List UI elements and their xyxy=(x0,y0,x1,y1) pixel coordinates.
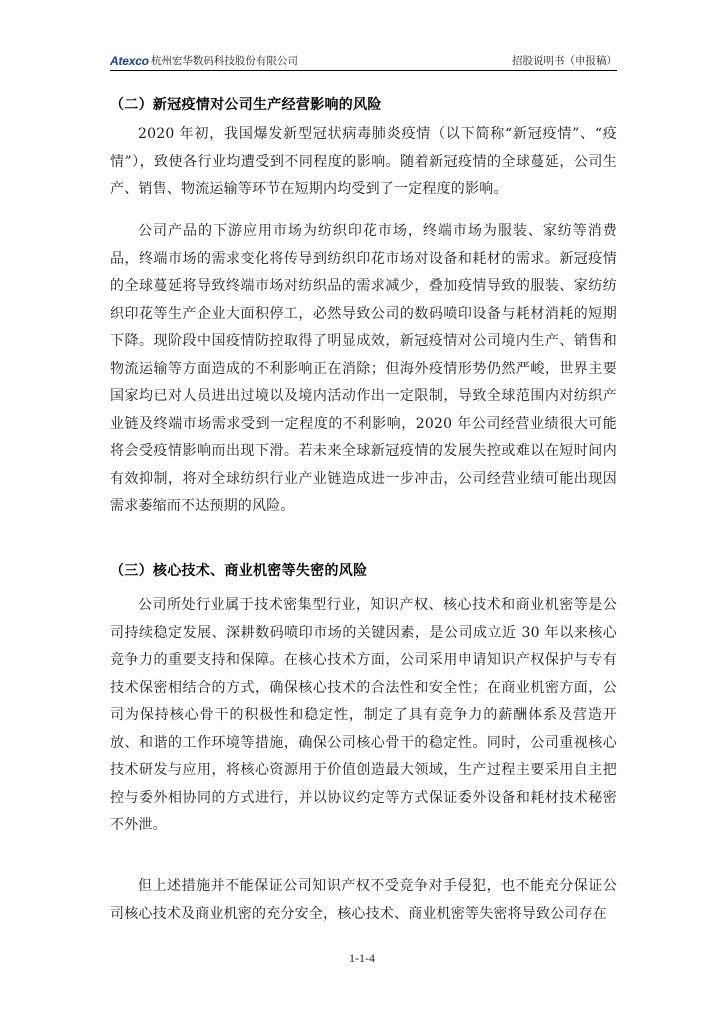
paragraph-covid-impact: 公司产品的下游应用市场为纺织印花市场，终端市场为服装、家纺等消费品，终端市场的需求变化将传导到纺织印花市场对设备和耗材的需求。新冠疫情的全球蔓延将导致终端市场对纺织品的需求减少，叠加疫情导致的服装、家纺纺织印花等生产企业大面积停工，必然导致公司的数码喷印设备与耗材消耗的短期下降。现阶段中国疫情防控取得了明显成效，新冠疫情对公司境内生产、销售和物流运输等方面造成的不利影响正在消除；但海外疫情形势仍然严峻，世界主要国家均已对人员进出过境以及境内活动作出一定限制，导致全球范围内对纺织产业链及终端市场需求受到一定程度的不利影响，2020 年公司经营业绩很大可能将会受疫情影响而出现下滑。若未来全球新冠疫情的发展失控或难以在短时间内有效抑制，将对全球纺织行业产业链造成进一步冲击，公司经营业绩可能出现因需求萎缩而不达预期的风险。 xyxy=(110,223,617,514)
paragraph-tech-protection: 公司所处行业属于技术密集型行业，知识产权、核心技术和商业机密等是公司持续稳定发展、深耕数码喷印市场的关键因素，是公司成立近 30 年以来核心竞争力的重要支持和保障。在核心技术方面，公司采用申请知识产权保护与专有技术保密相结合的方式，确保核心技术的合法性和安全性；在商业机密方面，公司为保持核心骨干的积极性和稳定性，制定了具有竞争力的薪酬体系及营造开放、和谐的工作环境等措施，确保公司核心骨干的稳定性。同时，公司重视核心技术研发与应用，将核心资源用于价值创造最大领域，生产过程主要采用自主把控与委外相协同的方式进行，并以协议约定等方式保证委外设备和耗材技术秘密不外泄。 xyxy=(110,597,617,833)
header-document-type: 招股说明书（申报稿） xyxy=(512,55,617,67)
section-heading-covid-risk: （二）新冠疫情对公司生产经营影响的风险 xyxy=(110,97,382,113)
header-company-name: 杭州宏华数码科技股份有限公司 xyxy=(150,55,298,67)
paragraph-covid-intro: 2020 年初，我国爆发新型冠状病毒肺炎疫情（以下简称“新冠疫情”、“疫情”），致使各行业均遭受到不同程度的影响。随着新冠疫情的全球蔓延，公司生产、销售、物流运输等环节在短期内均受到了一定程度的影响。 xyxy=(110,126,617,197)
company-logo: Atexco xyxy=(110,54,149,68)
page-number: 1-1-4 xyxy=(349,951,375,965)
paragraph-tech-risk: 但上述措施并不能保证公司知识产权不受竞争对手侵犯，也不能充分保证公司核心技术及商业机密的充分安全，核心技术、商业机密等失密将导致公司存在 xyxy=(110,878,617,922)
page-header xyxy=(110,50,617,71)
header-left xyxy=(110,53,298,68)
section-heading-tech-secret-risk: （三）核心技术、商业机密等失密的风险 xyxy=(110,563,368,579)
